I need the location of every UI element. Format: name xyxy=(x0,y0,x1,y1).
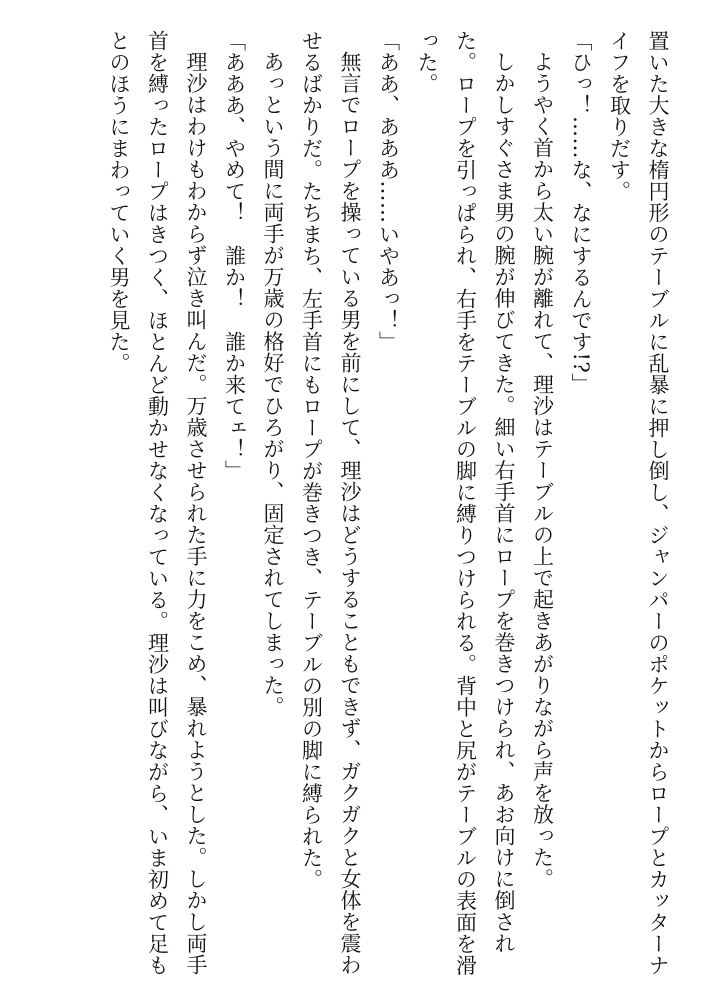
paragraph-5: 「ああ、あああ……いやあっ！」 xyxy=(376,30,401,353)
paragraph-9: 理沙はわけもわからず泣き叫んだ。万歳させられた手に力をこめ、暴れようとした。しかし両手首を縛ったロープはきつく、ほとんど動かせなくなっている。理沙は叫びながら、いま初めて足もとのほうにまわっていく男を見た。 xyxy=(107,30,208,976)
paragraph-2: 「ひっ！……な、なにするんです!?」 xyxy=(569,30,593,395)
paragraph-1: 置いた大きな楕円形のテーブルに乱暴に押し倒し、ジャンパーのポケットからロープとカッターナイフを取りだす。 xyxy=(607,30,670,976)
paragraph-7: あっという間に両手が万歳の格好でひろがり、固定されてしまった。 xyxy=(261,51,285,718)
paragraph-4: しかしすぐさま男の腕が伸びてきた。細い右手首にロープを巻きつけられ、あお向けに倒された。ロープを引っぱられ、右手をテーブルの脚に縛りつけられる。背中と尻がテーブルの表面を滑った。 xyxy=(415,30,516,976)
paragraph-8: 「あああ、やめて！ 誰か！ 誰か来てェ！」 xyxy=(222,30,247,482)
paragraph-3: ようやく首から太い腕が離れて、理沙はテーブルの上で起きあがりながら声を放った。 xyxy=(530,51,555,890)
body-text xyxy=(100,30,678,990)
paragraph-6: 無言でロープを操っている男を前にして、理沙はどうすることもできず、ガクガクと女体を震わせるばかりだ。たちまち、左手首にもロープが巻きつき、テーブルの別の脚に縛られた。 xyxy=(299,30,362,976)
